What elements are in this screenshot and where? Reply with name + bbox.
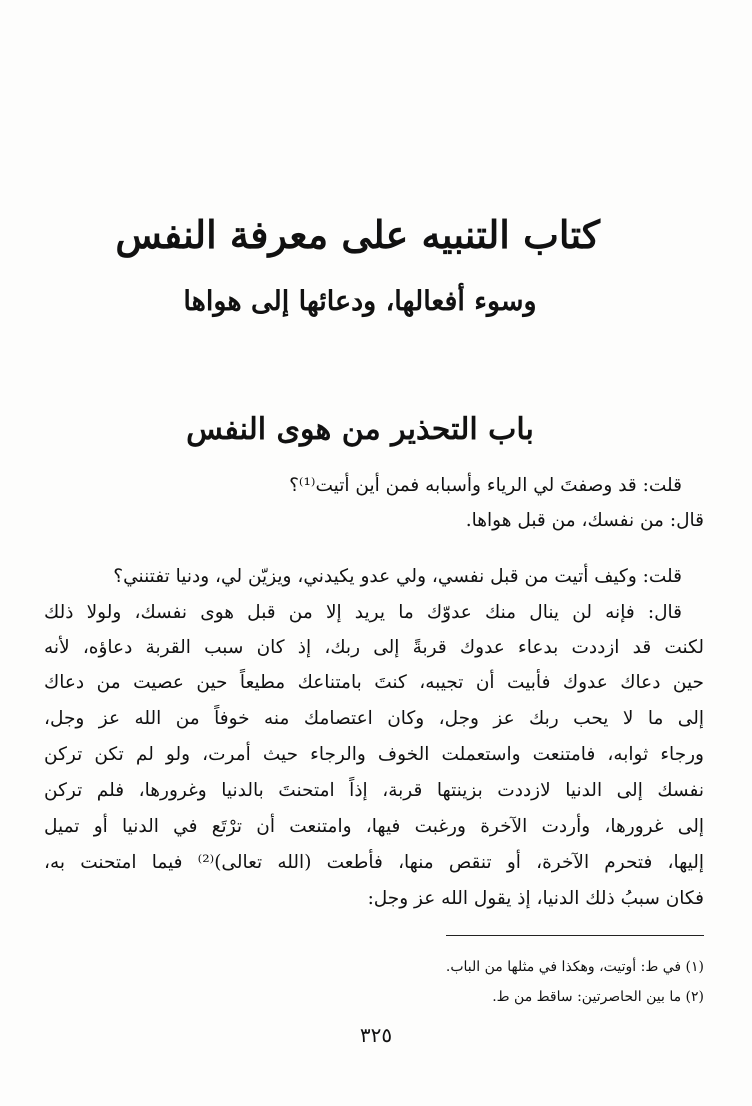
paragraph-line-last: فكان سببُ ذلك الدنيا، إذ يقول الله عز وجل: [367, 888, 704, 909]
question-2: قلت: وكيف أتيت من قبل نفسي، ولي عدو يكيدني، ويزيّن لي، ودنيا تفتنني؟ [113, 566, 682, 587]
paragraph-line: إلى ما لا يحب ربك عز وجل، وكان اعتصامك منه خوفاً من الله عز وجل، [44, 708, 704, 729]
chapter-title: باب التحذير من هوى النفس [186, 412, 534, 447]
page-number: ٣٢٥ [359, 1023, 393, 1047]
paragraph-line: قال: فإنه لن ينال منك عدوّك ما يريد إلا من قبل هوى نفسك، ولولا ذلك [44, 602, 682, 623]
question-1: قلت: قد وصفتَ لي الرياء وأسبابه فمن أين أتيت⁽¹⁾؟ [289, 475, 682, 496]
paragraph-line: نفسك إلى الدنيا لازددت بزينتها قربة، إذاً امتحنتَ بالدنيا وغرورها، فلم تركن [44, 780, 704, 801]
footnote-separator [446, 935, 704, 936]
answer-1: قال: من نفسك، من قبل هواها. [465, 510, 704, 531]
paragraph-line: ورجاء ثوابه، فامتنعت واستعملت الخوف والرجاء حيث أمرت، ولو لم تكن تركن [44, 744, 704, 765]
paragraph-line: لكنت قد ازددت بدعاء عدوك قربةً إلى ربك، إذ كان سبب القربة دعاؤه، لأنه [44, 637, 704, 658]
book-title: كتاب التنبيه على معرفة النفس [115, 212, 600, 257]
paragraph-line: إلى غرورها، وأردت الآخرة ورغبت فيها، وامتنعت أن ترْتَع في الدنيا أو تميل [44, 816, 704, 837]
footnote-2: (٢) ما بين الحاصرتين: ساقط من ط. [492, 989, 704, 1005]
book-subtitle: وسوء أفعالها، ودعائها إلى هواها [183, 286, 537, 317]
paragraph-line: حين دعاك عدوك فأبيت أن تجيبه، كنتَ بامتناعك مطيعاً حين عصيت من دعاك [44, 672, 704, 693]
footnote-1: (١) في ط: أوتيت، وهكذا في مثلها من الباب. [445, 959, 704, 975]
paragraph-line: إليها، فتحرم الآخرة، أو تنقص منها، فأطعت (الله تعالى)⁽²⁾ فيما امتحنت به، [44, 852, 704, 873]
